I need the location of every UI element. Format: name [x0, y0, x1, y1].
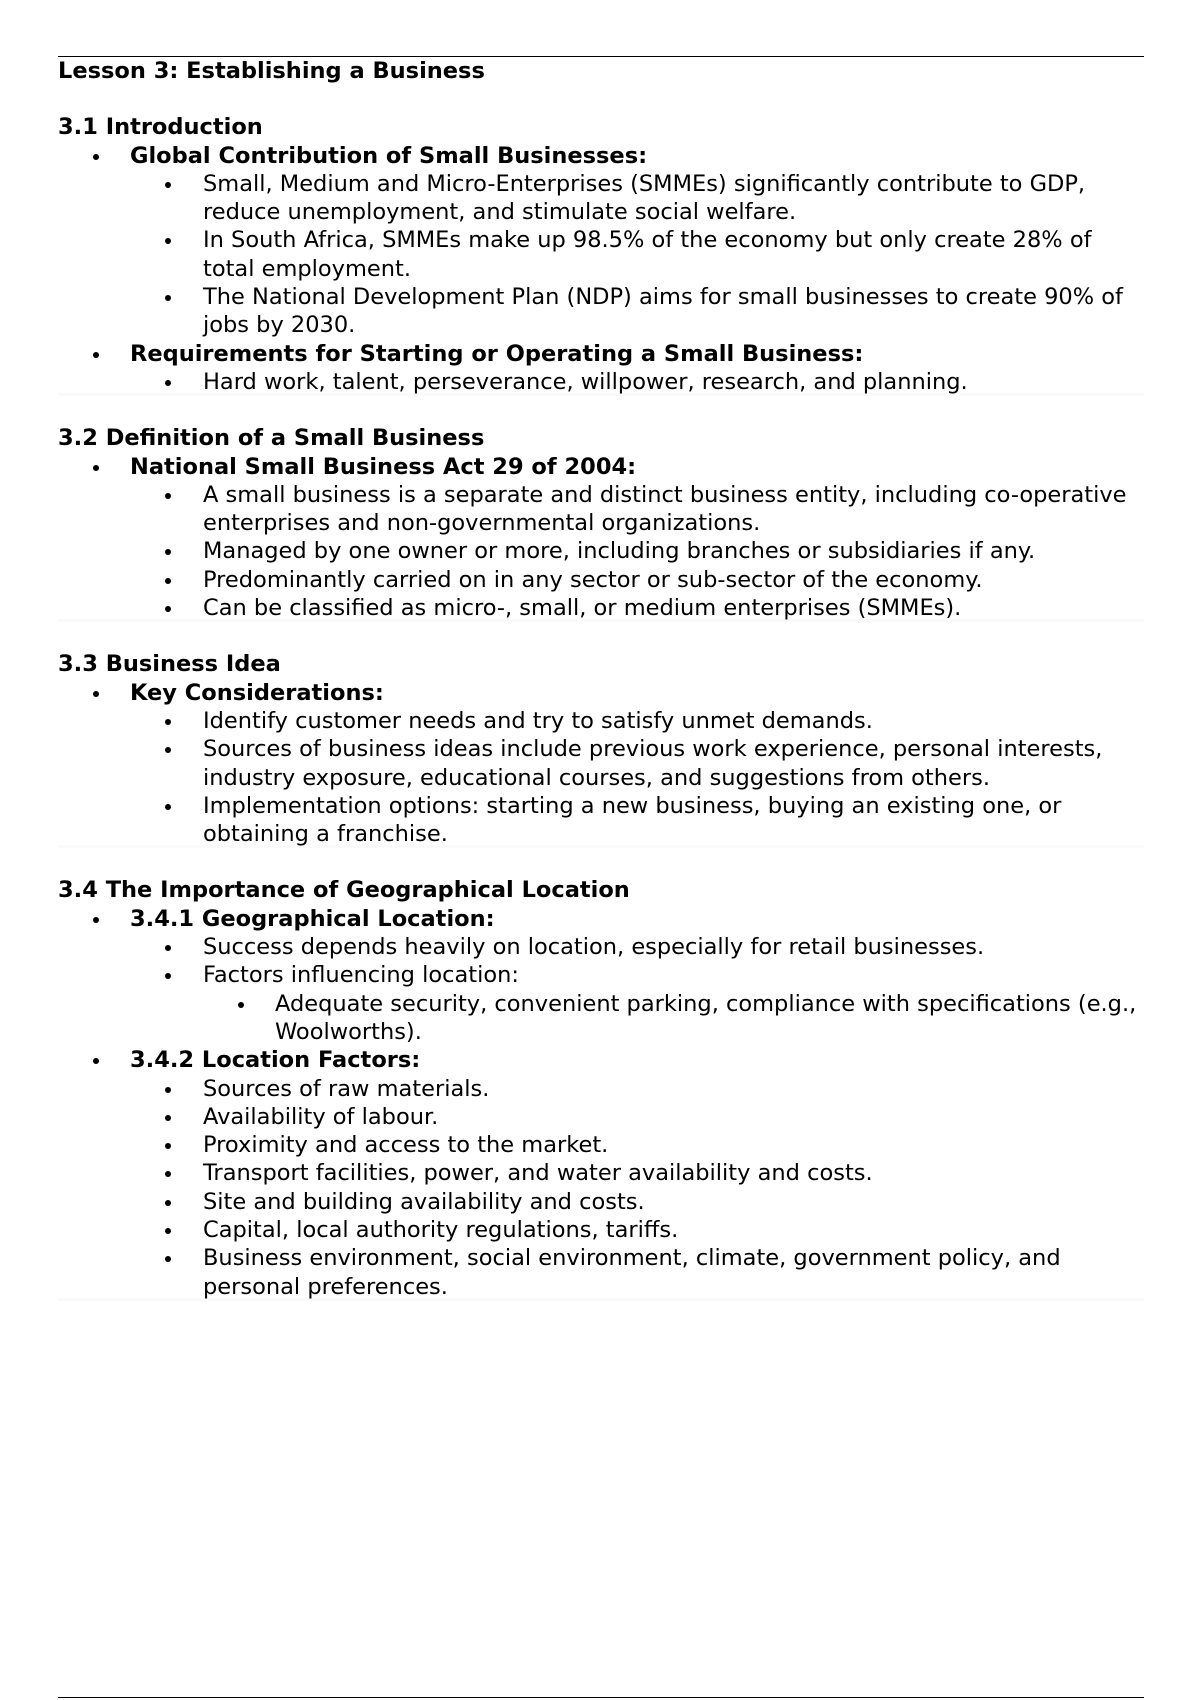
section-list: [58, 679, 1144, 849]
list-item: A small business is a separate and distinct business entity, including co-operative enterprises and non-governmental organizations.: [58, 481, 1144, 538]
group-list: [58, 170, 1144, 340]
group-title: National Small Business Act 29 of 2004:: [130, 453, 637, 480]
section-list: [58, 142, 1144, 397]
list-item: In South Africa, SMMEs make up 98.5% of the economy but only create 28% of total employment.: [58, 226, 1144, 283]
list-item: [58, 961, 1144, 1046]
nested-list-item: Adequate security, convenient parking, compliance with specifications (e.g., Woolworths).: [58, 990, 1144, 1047]
section-list: [58, 453, 1144, 623]
group-item: [58, 1046, 1144, 1301]
group-item: [58, 453, 1144, 623]
document-page: [58, 56, 1144, 1329]
list-item: Hard work, talent, perseverance, willpower, research, and planning.: [58, 368, 1144, 396]
nested-list: [58, 990, 1144, 1047]
group-list: [58, 707, 1144, 848]
group-list: [58, 933, 1144, 1046]
group-title: Key Considerations:: [130, 679, 384, 706]
section-business-idea: [58, 650, 1144, 848]
section-list: [58, 905, 1144, 1301]
group-item: [58, 905, 1144, 1046]
group-title: 3.4.1 Geographical Location:: [130, 905, 495, 932]
section-title: 3.4 The Importance of Geographical Location: [58, 877, 630, 904]
group-list: [58, 1075, 1144, 1301]
list-item: Can be classified as micro-, small, or medium enterprises (SMMEs).: [58, 594, 1144, 622]
section-title: 3.1 Introduction: [58, 114, 263, 141]
section-introduction: [58, 113, 1144, 396]
group-title: 3.4.2 Location Factors:: [130, 1047, 421, 1074]
section-definition: [58, 424, 1144, 622]
section-title: 3.2 Definition of a Small Business: [58, 425, 485, 452]
list-item: The National Development Plan (NDP) aims for small businesses to create 90% of jobs by 2030.: [58, 283, 1144, 340]
list-item: Identify customer needs and try to satisfy unmet demands.: [58, 707, 1144, 735]
group-item: [58, 340, 1144, 397]
list-item: Availability of labour.: [58, 1103, 1144, 1131]
list-item: Proximity and access to the market.: [58, 1131, 1144, 1159]
list-item: Transport facilities, power, and water availability and costs.: [58, 1159, 1144, 1187]
list-item-text: Factors influencing location:: [203, 962, 519, 989]
lesson-title: Lesson 3: Establishing a Business: [58, 58, 485, 84]
list-item: Managed by one owner or more, including branches or subsidiaries if any.: [58, 537, 1144, 565]
group-item: [58, 679, 1144, 849]
section-geographical-location: [58, 876, 1144, 1300]
group-list: [58, 368, 1144, 396]
list-item: Business environment, social environment, climate, government policy, and personal preferences.: [58, 1244, 1144, 1301]
list-item: Site and building availability and costs.: [58, 1188, 1144, 1216]
list-item: Small, Medium and Micro-Enterprises (SMMEs) significantly contribute to GDP, reduce unemployment, and stimulate social welfare.: [58, 170, 1144, 227]
list-item: Sources of business ideas include previous work experience, personal interests, industry exposure, educational courses, and suggestions from others.: [58, 735, 1144, 792]
list-item: Implementation options: starting a new business, buying an existing one, or obtaining a franchise.: [58, 792, 1144, 849]
list-item: Success depends heavily on location, especially for retail businesses.: [58, 933, 1144, 961]
group-title: Global Contribution of Small Businesses:: [130, 142, 648, 169]
group-item: [58, 142, 1144, 340]
section-title: 3.3 Business Idea: [58, 651, 281, 678]
group-title: Requirements for Starting or Operating a Small Business:: [130, 340, 864, 367]
list-item: Capital, local authority regulations, tariffs.: [58, 1216, 1144, 1244]
group-list: [58, 481, 1144, 622]
list-item: Sources of raw materials.: [58, 1075, 1144, 1103]
bottom-rule: [58, 1697, 1144, 1698]
list-item: Predominantly carried on in any sector or sub-sector of the economy.: [58, 566, 1144, 594]
